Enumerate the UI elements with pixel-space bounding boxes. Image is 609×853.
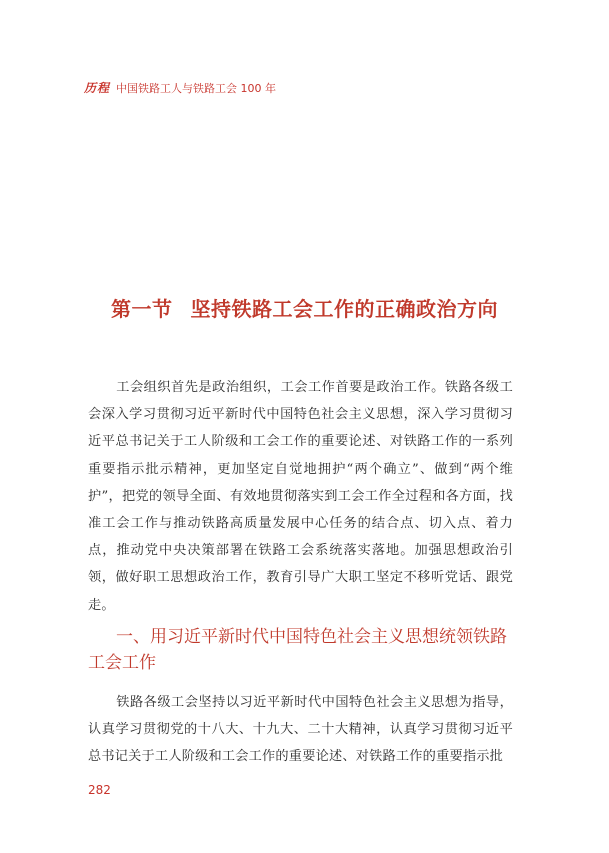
running-header	[84, 79, 276, 96]
book-logo: 历程	[84, 81, 111, 95]
sub-heading	[88, 624, 513, 676]
paragraph-2-text: 铁路各级工会坚持以习近平新时代中国特色社会主义思想为指导，认真学习贯彻党的十八大、十九大、二十大精神，认真学习贯彻习近平总书记关于工人阶级和工会工作的重要论述、对铁路工作的重要指示批	[88, 695, 513, 765]
sub-heading-text: 一、用习近平新时代中国特色社会主义思想统领铁路工会工作	[88, 627, 507, 673]
page-number: 282	[88, 783, 111, 797]
section-title-text: 坚持铁路工会工作的正确政治方向	[190, 297, 498, 321]
paragraph-1-text: 工会组织首先是政治组织，工会工作首要是政治工作。铁路各级工会深入学习贯彻习近平新时代中国特色社会主义思想，深入学习贯彻习近平总书记关于工人阶级和工会工作的重要论述、对铁路工作的一系列重要指示批示精神，更加坚定自觉地拥护“两个确立”、做到“两个维护”，把党的领导全面、有效地贯彻落实到工会工作全过程和各方面，找准工会工作与推动铁路高质量发展中心任务的结合点、切入点、着力点，推动党中央决策部署在铁路工会系统落实落地。加强思想政治引领，做好职工思想政治工作，教育引导广大职工坚定不移听党话、跟党走。	[88, 380, 513, 613]
section-number: 第一节	[111, 297, 173, 321]
running-title: 中国铁路工人与铁路工会 100 年	[116, 81, 277, 95]
section-title	[0, 293, 609, 322]
body-paragraph-1	[88, 374, 513, 619]
body-paragraph-2	[88, 689, 513, 771]
